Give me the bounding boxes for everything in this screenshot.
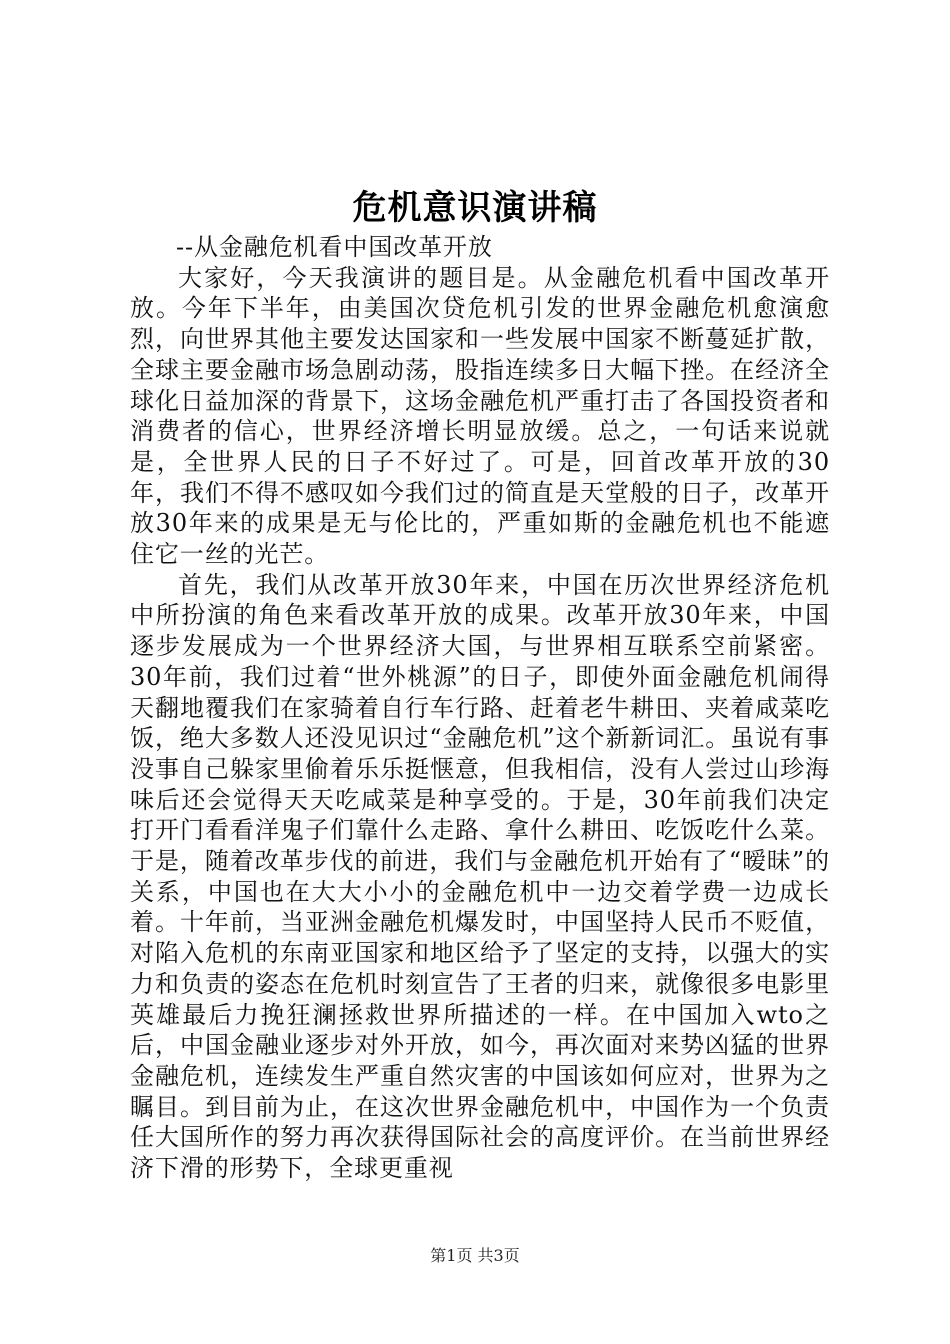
document-subtitle: --从金融危机看中国改革开放 xyxy=(176,233,493,261)
paragraph-2: 首先，我们从改革开放30年来，中国在历次世界经济危机中所扮演的角色来看改革开放的成果。改革开放30年来，中国逐步发展成为一个世界经济大国，与世界相互联系空前紧密。30年前，我们过着“世外桃源”的日子，即使外面金融危机闹得天翻地覆我们在家骑着自行车行路、赶着老牛耕田、夹着咸菜吃饭，绝大多数人还没见识过“金融危机”这个新新词汇。虽说有事没事自己躲家里偷着乐乐挺惬意，但我相信，没有人尝过山珍海味后还会觉得天天吃咸菜是种享受的。于是，30年前我们决定打开门看看洋鬼子们靠什么走路、拿什么耕田、吃饭吃什么菜。于是，随着改革步伐的前进，我们与金融危机开始有了“暧昧”的关系，中国也在大大小小的金融危机中一边交着学费一边成长着。十年前，当亚洲金融危机爆发时，中国坚持人民币不贬值，对陷入危机的东南亚国家和地区给予了坚定的支持，以强大的实力和负责的姿态在危机时刻宣告了王者的归来，就像很多电影里英雄最后力挽狂澜拯救世界所描述的一样。在中国加入wto之后，中国金融业逐步对外开放，如今，再次面对来势凶猛的世界金融危机，连续发生严重自然灾害的中国该如何应对，世界为之瞩目。到目前为止，在这次世界金融危机中，中国作为一个负责任大国所作的努力再次获得国际社会的高度评价。在当前世界经济下滑的形势下，全球更重视 xyxy=(130,570,830,1183)
document-title: 危机意识演讲稿 xyxy=(352,188,598,228)
document-body xyxy=(130,232,830,1184)
paragraph-1: 大家好，今天我演讲的题目是。从金融危机看中国改革开放。今年下半年，由美国次贷危机引发的世界金融危机愈演愈烈，向世界其他主要发达国家和一些发展中国家不断蔓延扩散，全球主要金融市场急剧动荡，股指连续多日大幅下挫。在经济全球化日益加深的背景下，这场金融危机严重打击了各国投资者和消费者的信心，世界经济增长明显放缓。总之，一句话来说就是，全世界人民的日子不好过了。可是，回首改革开放的30年，我们不得不感叹如今我们过的简直是天堂般的日子，改革开放30年来的成果是无与伦比的，严重如斯的金融危机也不能遮住它一丝的光芒。 xyxy=(130,263,830,569)
page-footer: 第1页 共3页 xyxy=(430,1246,520,1265)
